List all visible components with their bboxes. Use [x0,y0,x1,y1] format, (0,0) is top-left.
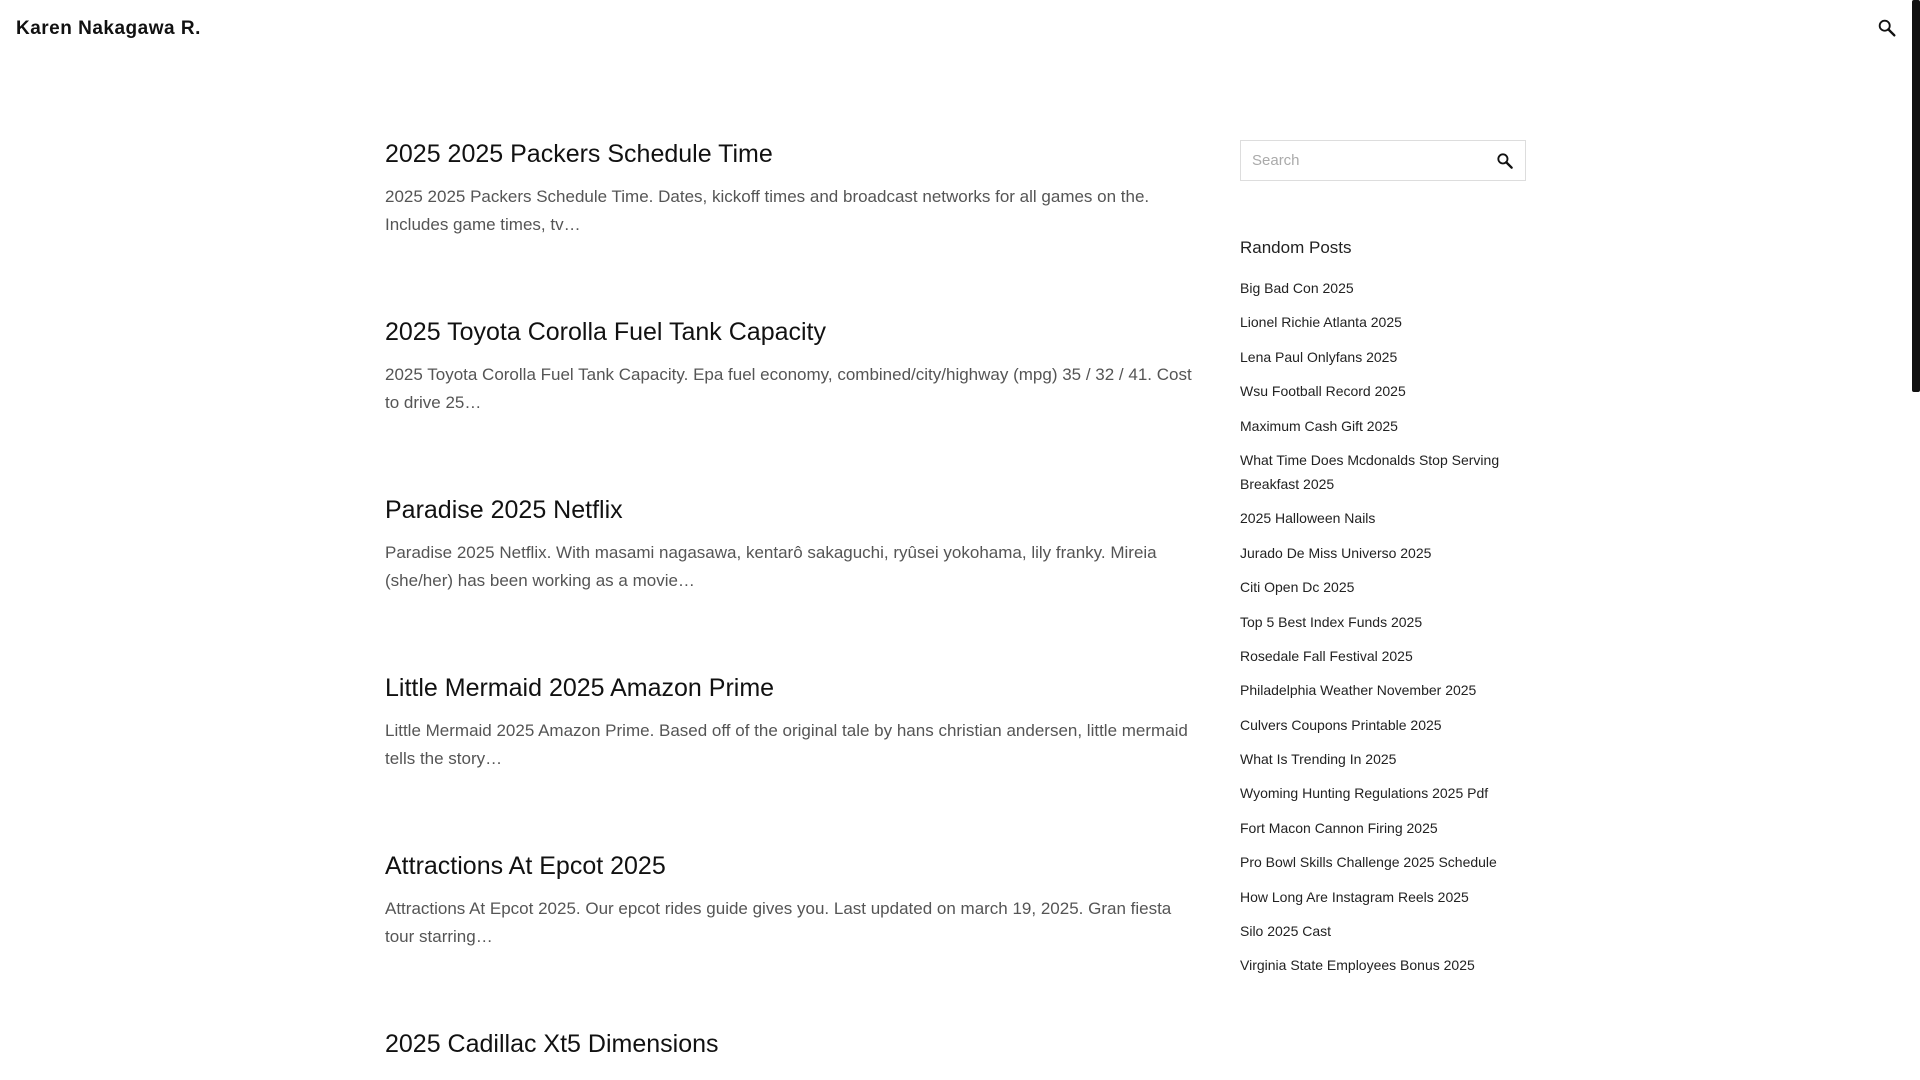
post-item [385,654,1200,832]
post-title-link[interactable]: 2025 Cadillac Xt5 Dimensions [385,1030,719,1058]
random-post-link[interactable]: How Long Are Instagram Reels 2025 [1240,888,1469,905]
random-post-link[interactable]: Wsu Football Record 2025 [1240,383,1406,400]
post-title-link[interactable]: Paradise 2025 Netflix [385,496,623,524]
sidebar [1240,140,1526,988]
post-excerpt: Little Mermaid 2025 Amazon Prime. Based off of the original tale by hans christian andersen, little mermaid tells the story… [385,721,1188,768]
sidebar-search-form [1240,140,1526,181]
scrollbar-thumb[interactable] [1912,0,1920,392]
random-post-link[interactable]: Rosedale Fall Festival 2025 [1240,647,1413,664]
random-post-link[interactable]: Citi Open Dc 2025 [1240,579,1355,596]
search-icon [1495,151,1515,171]
random-post-link[interactable]: 2025 Halloween Nails [1240,510,1376,527]
random-post-link[interactable]: Fort Macon Cannon Firing 2025 [1240,819,1438,836]
site-header [0,0,1912,60]
post-title-link[interactable]: Attractions At Epcot 2025 [385,852,666,880]
post-item [385,476,1200,654]
search-button[interactable] [1495,151,1515,171]
random-posts-heading: Random Posts [1240,238,1352,257]
post-title-link[interactable]: 2025 2025 Packers Schedule Time [385,140,773,168]
random-post-link[interactable]: Pro Bowl Skills Challenge 2025 Schedule [1240,854,1497,871]
random-post-link[interactable]: Culvers Coupons Printable 2025 [1240,716,1442,733]
random-post-link[interactable]: What Time Does Mcdonalds Stop Serving Breakfast 2025 [1240,451,1500,492]
random-posts-list [1240,276,1526,977]
random-post-link[interactable]: Jurado De Miss Universo 2025 [1240,544,1432,561]
random-post-link[interactable]: What Is Trending In 2025 [1240,751,1397,768]
search-input[interactable] [1241,141,1481,180]
random-post-link[interactable]: Silo 2025 Cast [1240,923,1332,940]
page-scrollbar[interactable] [1912,0,1920,1080]
post-title-link[interactable]: 2025 Toyota Corolla Fuel Tank Capacity [385,318,827,346]
post-item [385,1010,1200,1080]
random-post-link[interactable]: Big Bad Con 2025 [1240,280,1354,296]
post-excerpt: Paradise 2025 Netflix. With masami nagasawa, kentarô sakaguchi, ryûsei yokohama, lily franky. Mireia (she/her) has been working as a movie… [385,543,1157,590]
random-post-link[interactable]: Wyoming Hunting Regulations 2025 Pdf [1240,785,1489,802]
post-item [385,298,1200,476]
random-post-link[interactable]: Maximum Cash Gift 2025 [1240,417,1398,434]
random-post-link[interactable]: Top 5 Best Index Funds 2025 [1240,613,1423,630]
post-list [385,120,1200,1080]
post-excerpt: 2025 2025 Packers Schedule Time. Dates, kickoff times and broadcast networks for all games on the. Includes game times, tv… [385,187,1150,234]
search-icon[interactable] [1876,17,1898,39]
post-title-link[interactable]: Little Mermaid 2025 Amazon Prime [385,674,775,702]
post-excerpt: 2025 Toyota Corolla Fuel Tank Capacity. Epa fuel economy, combined/city/highway (mpg) 35 / 32 / 41. Cost to drive 25… [385,365,1192,412]
post-item [385,120,1200,298]
random-post-link[interactable]: Virginia State Employees Bonus 2025 [1240,957,1475,974]
site-title-link[interactable]: Karen Nakagawa R. [16,18,201,39]
post-excerpt: Attractions At Epcot 2025. Our epcot rides guide gives you. Last updated on march 19, 2025. Gran fiesta tour starring… [385,899,1172,946]
post-item [385,832,1200,1010]
random-post-link[interactable]: Lionel Richie Atlanta 2025 [1240,314,1402,331]
random-post-link[interactable]: Lena Paul Onlyfans 2025 [1240,348,1398,365]
random-post-link[interactable]: Philadelphia Weather November 2025 [1240,682,1477,699]
